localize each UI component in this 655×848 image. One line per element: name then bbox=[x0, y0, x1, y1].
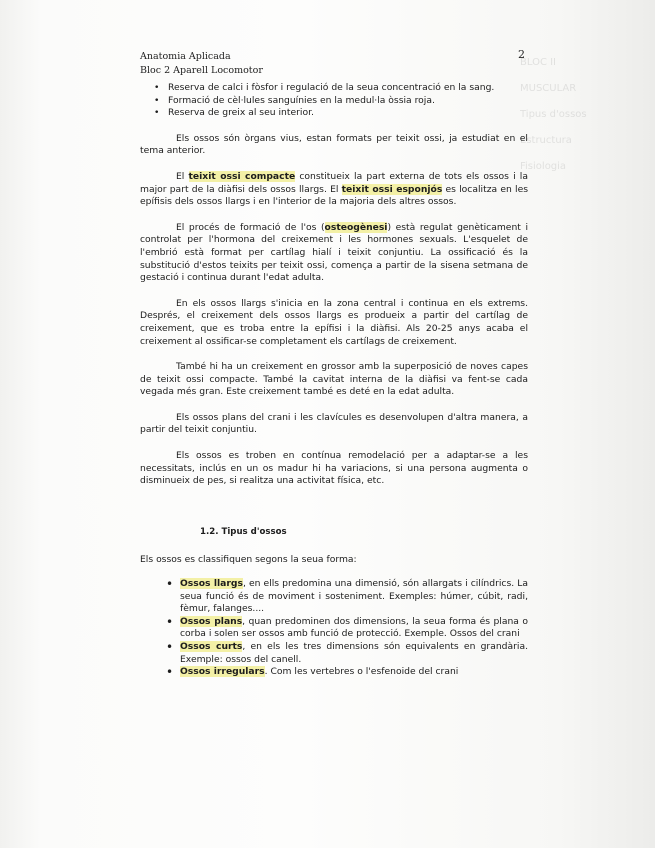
section-title: 1.2. Tipus d'ossos bbox=[200, 526, 287, 537]
ghost-line: MUSCULAR bbox=[520, 83, 577, 94]
text-span: El procés de formació de l'os ( bbox=[176, 221, 325, 233]
text-span: constitueix la part externa de tots els ossos i la major part de la diàfisi dels ossos llargs. El bbox=[140, 170, 528, 195]
function-list bbox=[140, 82, 528, 120]
paragraph-ossos-plans: Els ossos plans del crani i les clavícules es desenvolupen d'altra manera, a partir del teixit conjuntiu. bbox=[140, 411, 528, 436]
term-ossos-llargs: Ossos llargs bbox=[180, 578, 243, 590]
ghost-line: BLOC II bbox=[520, 57, 557, 68]
list-item: • Formació de cèl·lules sanguínies en la medul·la òssia roja. bbox=[168, 95, 528, 108]
paragraph-teixit-ossi bbox=[140, 171, 528, 209]
header-course: Anatomia Aplicada bbox=[140, 51, 231, 62]
bone-types-list bbox=[140, 578, 528, 679]
bleed-through-text bbox=[520, 50, 655, 750]
paragraph-ossos-llargs: En els ossos llargs s'inicia en la zona central i continua en els extrems. Després, el creixement dels ossos llargs es produeix a partir del cartílag de creixement, que es troba entre la epífisi i la diàfisi. Als 20-25 anys acaba el creixement al ossificar-se completament els cartílags de creixement. bbox=[140, 297, 528, 347]
text-span: , quan predominen dos dimensions, la seua forma és plana o corba i solen ser ossos amb funció de protecció. Exemple. Ossos del crani bbox=[180, 615, 528, 640]
text-span: , en els les tres dimensions són equivalents en grandària. Exemple: ossos del canell. bbox=[180, 641, 528, 665]
list-item bbox=[180, 616, 528, 641]
term-ossos-curts: Ossos curts bbox=[180, 641, 243, 652]
paragraph-ossos-vius: Els ossos són òrgans vius, estan formats per teixit ossi, ja estudiat en el tema anterior. bbox=[140, 132, 528, 157]
list-item bbox=[180, 641, 528, 666]
text-span: es localitza en les epífisis dels ossos llargs i en l'interior de la majoria dels altres ossos. bbox=[140, 183, 529, 208]
text-span: ) està regulat genèticament i controlat per l'hormona del creixement i les hormones sexuals. L'esquelet de l'embrió està format per cartílag hialí i teixit conjuntiu. La ossificació és la substitució d'estos teixits per teixit ossi, comença a partir de la sisena setmana de gestació i continua durant l'edat adulta. bbox=[140, 221, 528, 284]
page-header bbox=[140, 50, 263, 78]
page-number: 2 bbox=[518, 48, 525, 61]
paragraph-osteogenesi bbox=[140, 222, 528, 285]
list-item bbox=[180, 578, 528, 616]
text-span: . Com les vertebres o l'esfenoide del crani bbox=[264, 666, 459, 678]
paragraph-remodelacio: Els ossos es troben en contínua remodelació per a adaptar-se a les necessitats, inclús en un os madur hi ha variacions, si una persona augmenta o disminueix de pes, si realitza una activitat física, etc. bbox=[140, 450, 528, 487]
paragraph-grossor: També hi ha un creixement en grossor amb la superposició de noves capes de teixit ossi compacte. També la cavitat interna de la diàfisi va fent-se cada vegada més gran. Este creixement també es deté en la edat adulta. bbox=[140, 361, 528, 398]
types-intro: Els ossos es classifiquen segons la seua forma: bbox=[140, 554, 357, 566]
ghost-line: Fisiologia bbox=[520, 161, 567, 172]
term-esponjos: teixit ossi esponjós bbox=[341, 183, 443, 195]
list-item: • Reserva de calci i fòsfor i regulació de la seua concentració en la sang. bbox=[168, 82, 528, 95]
list-item bbox=[180, 666, 528, 679]
ghost-line: Estructura bbox=[520, 135, 572, 146]
page-body bbox=[140, 82, 528, 688]
term-osteogenesi: osteogènesi bbox=[324, 221, 388, 233]
header-unit: Bloc 2 Aparell Locomotor bbox=[140, 65, 263, 76]
term-ossos-plans: Ossos plans bbox=[180, 615, 243, 627]
text-span: , en ells predomina una dimensió, són allargats i cilíndrics. La seua funció és de moviment i sosteniment. Exemples: húmer, cúbit, radi, fèmur, falanges.... bbox=[180, 578, 528, 615]
ghost-line: Tipus d'ossos bbox=[520, 109, 587, 120]
term-ossos-irregulars: Ossos irregulars bbox=[180, 666, 265, 678]
list-item: • Reserva de greix al seu interior. bbox=[168, 107, 528, 120]
text-span: El bbox=[176, 170, 189, 182]
term-compacte: teixit ossi compacte bbox=[188, 170, 296, 182]
